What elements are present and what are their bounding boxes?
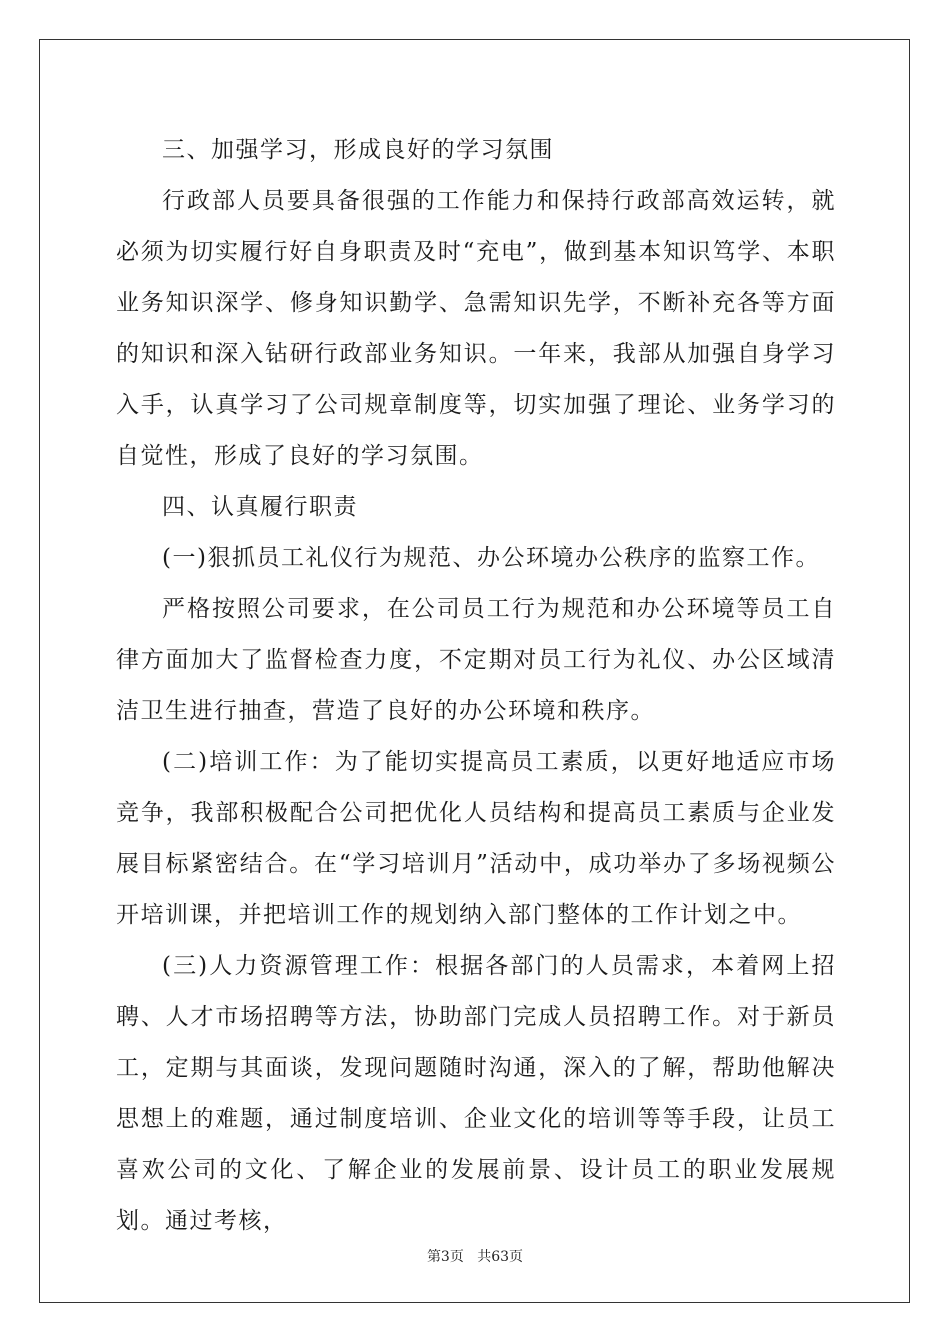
paragraph-hr: (三)人力资源管理工作：根据各部门的人员需求，本着网上招聘、人才市场招聘等方法，协助部门完成人员招聘工作。对于新员工，定期与其面谈，发现问题随时沟通，深入的了解，帮助他解决思想上的难题，通过制度培训、企业文化的培训等等手段，让员工喜欢公司的文化、了解企业的发展前景、设计员工的职业发展规划。通过考核， [116,953,836,1234]
page-number: 第3页 [426,1249,464,1265]
section-heading-3: 三、加强学习，形成良好的学习氛围 [162,137,554,163]
document-body [116,125,836,1247]
subheading-1: (一)狠抓员工礼仪行为规范、办公环境办公秩序的监察工作。 [162,545,820,571]
page-footer [0,1246,950,1266]
paragraph-supervision: 严格按照公司要求，在公司员工行为规范和办公环境等员工自律方面加大了监督检查力度，不定期对员工行为礼仪、办公区域清洁卫生进行抽查，营造了良好的办公环境和秩序。 [116,596,836,724]
page-total: 共63页 [477,1249,524,1265]
section-heading-4: 四、认真履行职责 [162,494,358,520]
paragraph-study: 行政部人员要具备很强的工作能力和保持行政部高效运转，就必须为切实履行好自身职责及时“充电”，做到基本知识笃学、本职业务知识深学、修身知识勤学、急需知识先学，不断补充各等方面的知识和深入钻研行政部业务知识。一年来，我部从加强自身学习入手，认真学习了公司规章制度等，切实加强了理论、业务学习的自觉性，形成了良好的学习氛围。 [116,188,836,469]
paragraph-training: (二)培训工作：为了能切实提高员工素质，以更好地适应市场竞争，我部积极配合公司把优化人员结构和提高员工素质与企业发展目标紧密结合。在“学习培训月”活动中，成功举办了多场视频公开培训课，并把培训工作的规划纳入部门整体的工作计划之中。 [116,749,836,928]
